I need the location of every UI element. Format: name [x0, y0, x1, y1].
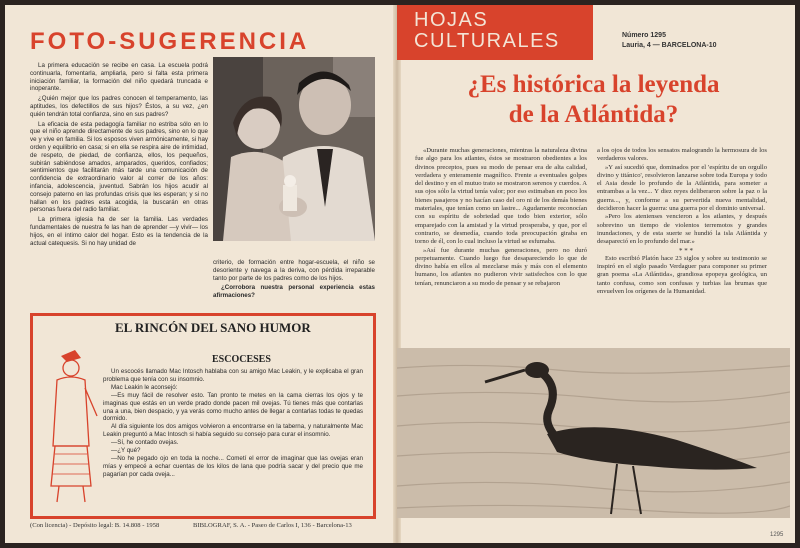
foto-question: ¿Corrobora nuestra personal experiencia estas afirmaciones? [213, 284, 375, 300]
humor-section-title: EL RINCÓN DEL SANO HUMOR [115, 320, 311, 335]
issue-number: Número 1295 [622, 32, 666, 39]
publisher-footer: BIBLOGRAF, S. A. - Paseo de Carlos I, 136 - Barcelona-13 [193, 522, 352, 529]
foto-sugerencia-title: FOTO-SUGERENCIA [30, 28, 310, 55]
article-paragraph: »Pero los atenienses vencieron a los atlantes, y después sobrevino un tiempo de violentos terremotos y grandes inundaciones, y de esta suerte se hundió la isla Atlántida y desapareció en lo profundo del mar.» [597, 213, 767, 246]
masthead-line-1: HOJAS [414, 9, 489, 31]
legal-deposit-footer: (Con licencia) - Depósito legal: B. 14.808 - 1958 [30, 522, 160, 529]
article-column-1 [415, 147, 587, 288]
article-headline [397, 70, 790, 130]
headline-line-1: ¿Es histórica la leyenda [467, 71, 720, 98]
humor-paragraph: —¿Y qué? [111, 447, 141, 455]
foto-paragraph: La primera educación se recibe en casa. La escuela podrá continuarla, fomentarla, ampliarla, pero si falta esta primera iniciación familiar, la formación del niño quedará truncada e inoperante. [30, 62, 208, 93]
foto-paragraph: ¿Quién mejor que los padres conocen el temperamento, las aptitudes, los defectillos de sus hijos? Éstos, a su vez, ¿en quién tendrán total confianza, sino en sus padres? [30, 95, 208, 118]
section-separator: * * * [679, 246, 693, 255]
scotsman-illustration [39, 336, 99, 506]
page-number: 1295 [770, 532, 784, 538]
article-paragraph: »Así fue durante muchas generaciones, pero no duró perpetuamente. Cuando luego fue desapareciendo lo que de divino había en ellos al mezclarse más y más con el elemento humano, los atlantes no pudieron vivir satisfechos con lo que tenían, renunciaron a su modo de pensar y se rebajaron [415, 246, 587, 287]
humor-paragraph: Un escocés llamado Mac Intosch hablaba con su amigo Mac Leakin, y le explicaba el gran problema que tenía con su insomnio. [103, 368, 363, 383]
article-column-2 [597, 147, 767, 296]
humor-subtitle: ESCOCESES [212, 354, 271, 365]
foto-paragraph: criterio, de formación entre hogar-escuela, el niño se desoriente y navega a la deriva, con pérdida irreparable tanto por parte de los padres como de los hijos. [213, 259, 375, 282]
humor-paragraph: Mac Leakin le aconsejó: [111, 383, 178, 391]
humor-paragraph: —No he pegado ojo en toda la noche... Cometí el error de imaginar que las ovejas eran mías y empecé a echar cuentas de los kilos de lana que podría sacar y del precio que me pagarían por cada oveja... [103, 454, 363, 478]
foto-text-column-2 [213, 259, 375, 302]
foto-paragraph: La primera iglesia ha de ser la familia. Las verdades fundamentales de nuestra fe las han de aprender —y vivir— los hijos, en el íntimo calor del hogar. Esto es la tendencia de la actual catequesis. Si no hay unidad de [30, 216, 208, 247]
humor-story [103, 368, 363, 479]
foto-paragraph: La eficacia de esta pedagogía familiar no estriba sólo en lo que el niño aprende directamente de sus padres, sino en lo que ve y vive en familia. Si los esposos viven armónicamente, si hay orden y equilibrio en casa; si en ella se respira aire de intimidad, de respeto, de piedad, de confianza, ellos, los pequeños, subirán sabiéndose amados, amparados, queridos, confiados; sentimientos que facilitarán más tarde una comunicación de confidencia de extraordinario valor al correr de los años: infancia, adolescencia, juventud. Sabrán los hijos acudir al consejo paterno en las profundas crisis que les esperan; y si no hallan en los padres esta acogida, la buscarán en otras personas fuera del radio familiar. [30, 120, 208, 214]
headline-line-2: de la Atlántida? [508, 101, 679, 128]
article-paragraph: «Durante muchas generaciones, mientras la naturaleza divina fue algo para los atlantes, éstos se mostraron obedientes a los divinos preceptos, pues su modo de pensar era de alta calidad, verdadera y enteramente magnífico. Frente a eventuales golpes del destino y en el mutuo trato se mostraron serenos y cuerdos. A sus ojos sólo la virtud tenía valor; por eso estimaban en poco los bienes pasajeros y no hacían caso del oro ni de los demás bienes materiales, que tenían como un lastre... Agudamente reconocían con su espíritu de sobriedad que todo bien exterior, sólo emparejado con la amistad y la virtud prosperaba, y que, por el contrario, se desmedía, cuando toda preocupación giraba en torno de él, con lo cual incluso la virtud se esfumaba. [415, 147, 587, 246]
masthead-title [414, 10, 560, 52]
masthead-line-2: CULTURALES [414, 30, 560, 52]
article-paragraph: a los ojos de todos los sensatos malogrando la hermosura de los verdaderos valores. [597, 147, 767, 163]
family-photo [213, 57, 375, 241]
publisher-address: Lauria, 4 — BARCELONA-10 [622, 42, 717, 49]
foto-text-column-1 [30, 62, 208, 249]
article-paragraph: »Y así sucedió que, dominados por el 'espíritu de un orgullo divino y titánico', resolvieron lanzarse sobre toda Europa y todo el Asia desde lo profundo de la Atlántida, para someter a entrambas a la vez... Y diez reyes deliberaron sobre la paz o la guerra..., y, conforme a su pervertida nueva mentalidad, decidieron hacer la guerra: una guerra por el dominio universal. [597, 163, 767, 213]
humor-paragraph: —Sí, he contado ovejas. [111, 439, 179, 447]
humor-paragraph: —Es muy fácil de resolver esto. Tan pronto te metes en la cama cierras los ojos y te imaginas que estás en un verde prado donde pacen mil ovejas. Tú tienes más que contarlas una a una, bien despacio, y ya verás como mucho antes de llegar a contarlas todas te quedas dormido. [103, 391, 363, 423]
humor-paragraph: Al día siguiente los dos amigos volvieron a encontrarse en la taberna, y naturalmente Mac Leakin preguntó a Mac Intosch si había seguido su consejo para curar el insomnio. [103, 423, 363, 439]
article-paragraph: Esto escribió Platón hace 23 siglos y sobre su testimonio se inspiró en el siglo pasado Verdaguer para componer su primer gran poema «La Atlántida», grandiosa epopeya geológica, un tanto confusa, como son confusas y turbias las brumas que envuelven los orígenes de la Humanidad. [597, 254, 767, 296]
heron-photo [397, 348, 790, 518]
